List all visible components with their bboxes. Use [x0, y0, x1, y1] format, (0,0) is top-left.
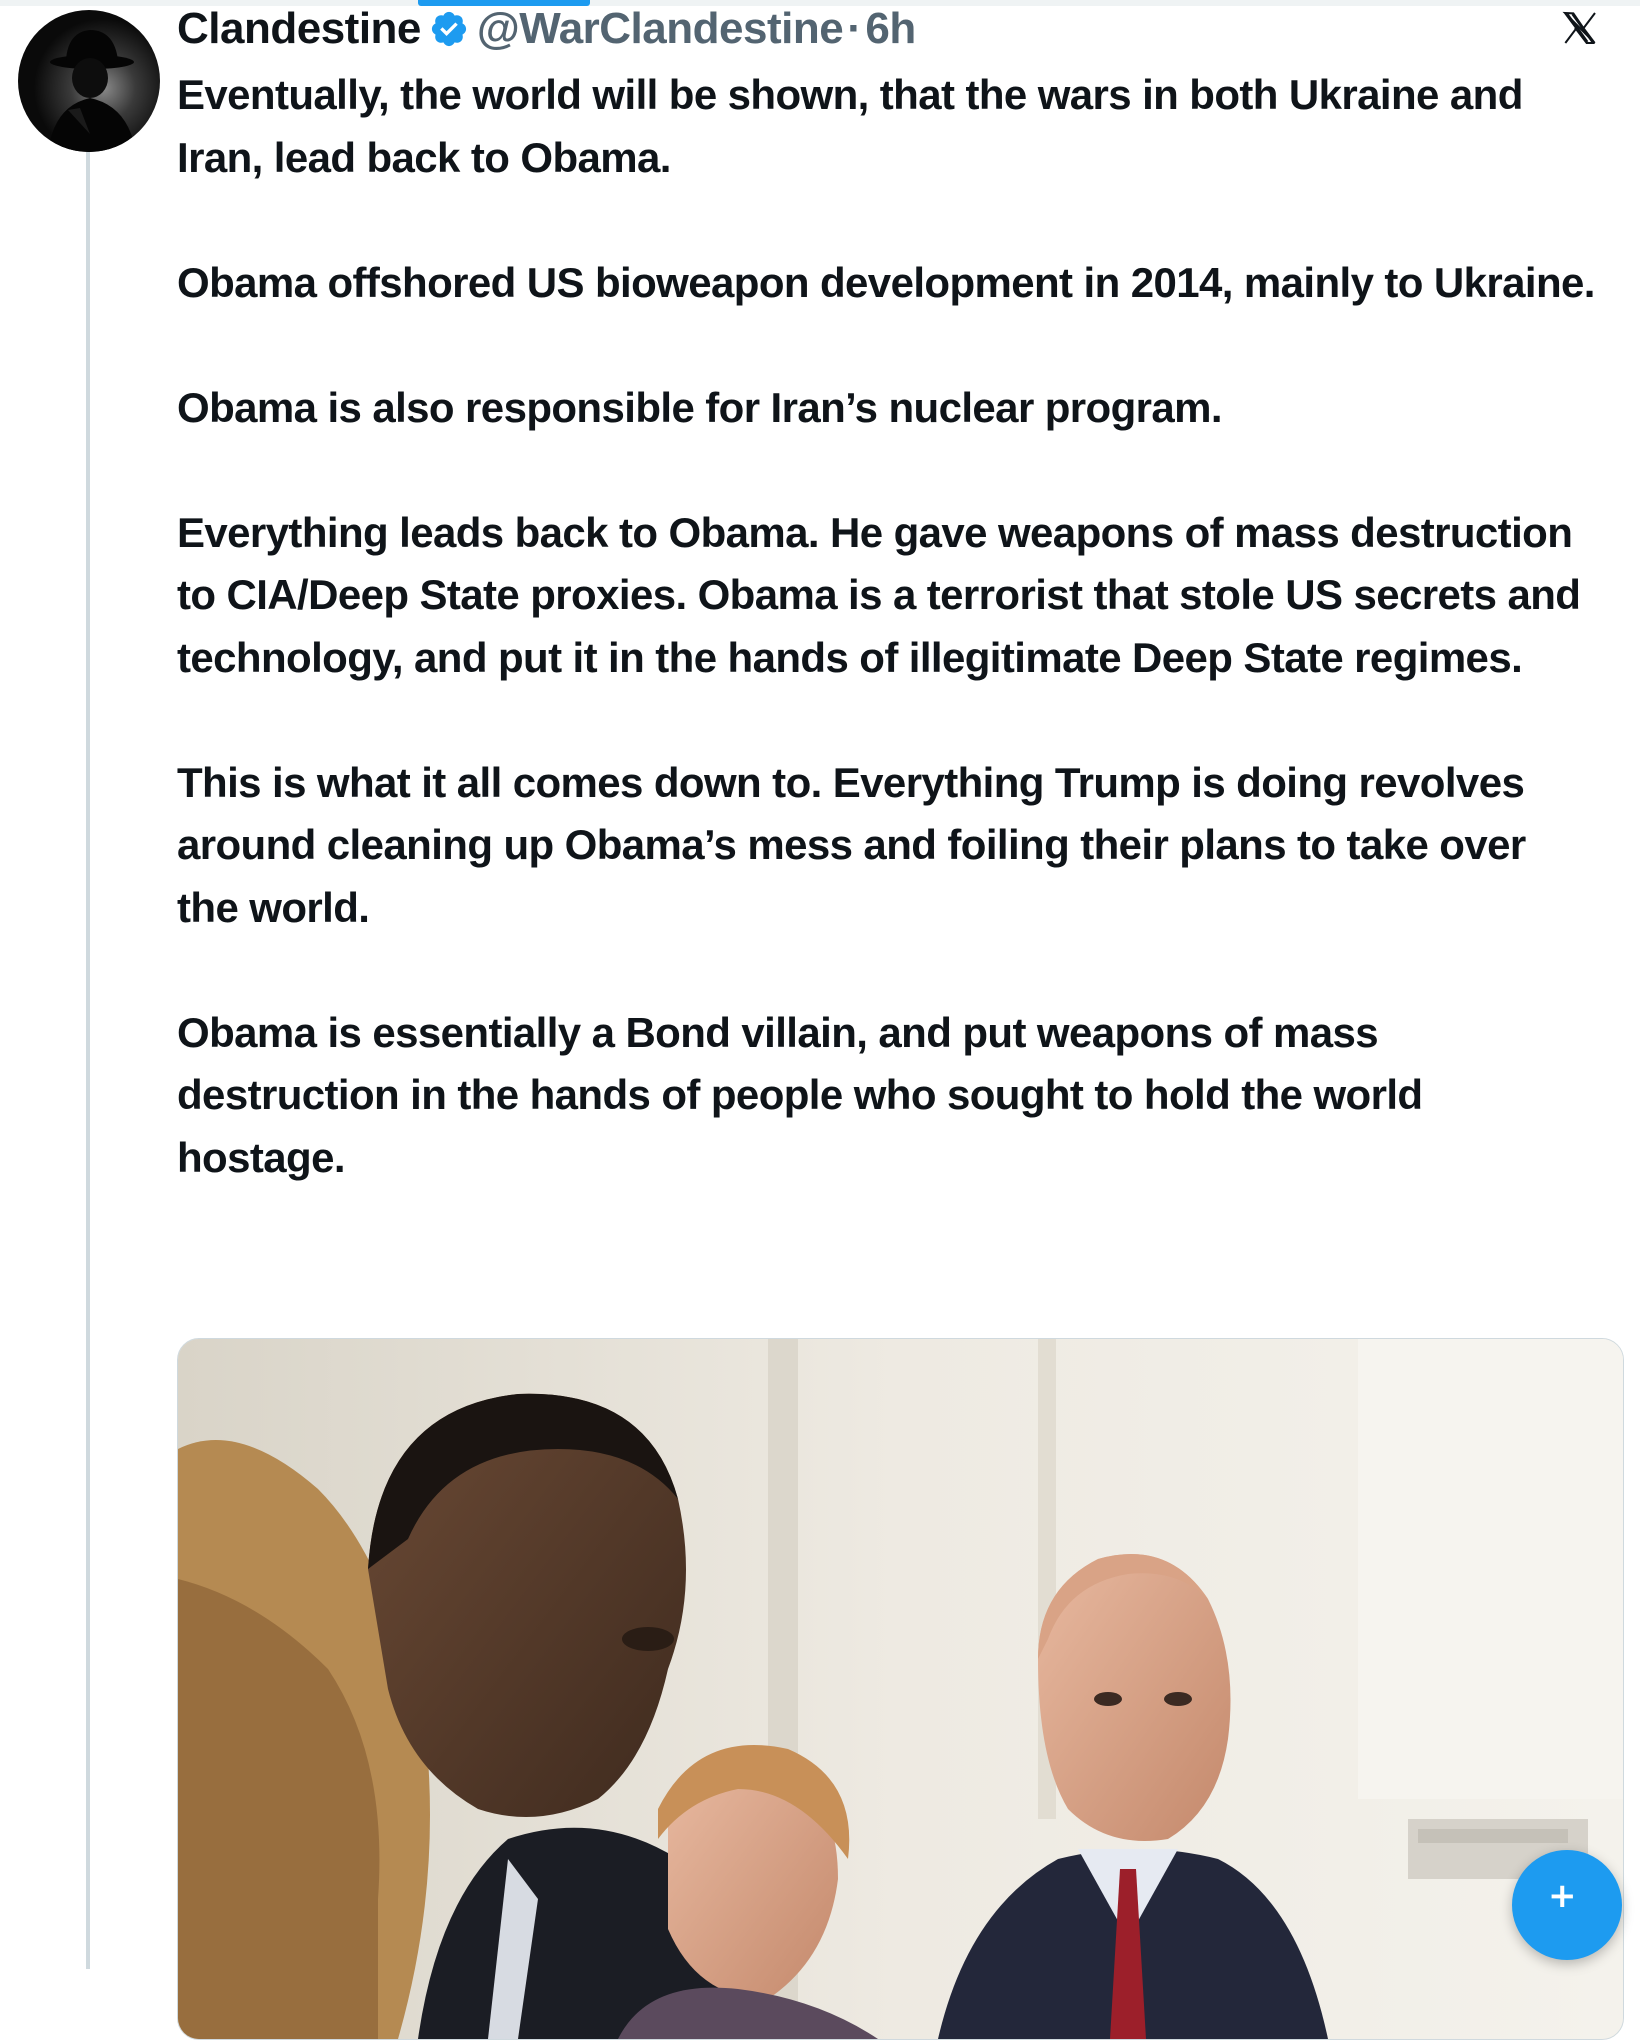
verified-badge-icon — [429, 9, 469, 49]
x-logo-icon[interactable] — [1560, 8, 1600, 48]
tweet-paragraph: Everything leads back to Obama. He gave weapons of mass destruction to CIA/Deep State proxies. Obama is a terrorist that stole US secrets and technology, and put it in the hands of illegitimate Deep State regimes. — [177, 508, 1581, 681]
tweet-text — [177, 64, 1597, 1189]
compose-icon: + — [1548, 1876, 1577, 1916]
author-handle[interactable]: @WarClandestine — [476, 4, 844, 53]
tweet-paragraph: Obama is essentially a Bond villain, and put weapons of mass destruction in the hands of people who sought to hold the world hostage. — [177, 1008, 1423, 1181]
photo-illustration — [178, 1339, 1623, 2039]
compose-button[interactable] — [1512, 1850, 1622, 1960]
tweet-paragraph: Obama offshored US bioweapon development in 2014, mainly to Ukraine. — [177, 258, 1595, 306]
tweet-timestamp[interactable]: 6h — [865, 4, 916, 53]
tweet-photo[interactable] — [177, 1338, 1624, 2040]
tweet-paragraph: This is what it all comes down to. Everything Trump is doing revolves around cleaning up Obama’s mess and foiling their plans to take over the world. — [177, 758, 1526, 931]
tweet-header — [177, 0, 916, 58]
thread-connector-line — [86, 152, 90, 1969]
tweet-paragraph: Obama is also responsible for Iran’s nuclear program. — [177, 383, 1222, 431]
avatar[interactable] — [18, 10, 160, 152]
separator-dot: · — [847, 4, 862, 53]
tweet-paragraph: Eventually, the world will be shown, that the wars in both Ukraine and Iran, lead back to Obama. — [177, 71, 1523, 181]
author-display-name[interactable]: Clandestine — [177, 4, 421, 53]
avatar-silhouette — [18, 10, 160, 152]
